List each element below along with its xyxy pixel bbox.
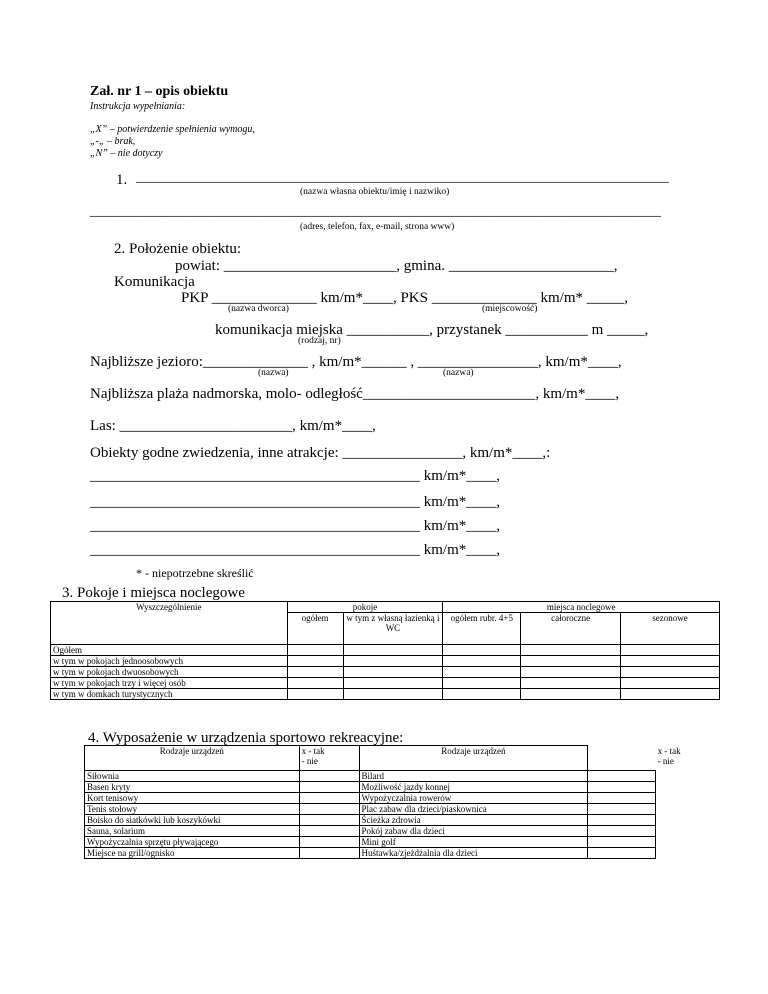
col-rodzaje-right: Rodzaje urządzeń bbox=[359, 746, 588, 771]
check-cell[interactable] bbox=[588, 782, 656, 793]
rooms-table bbox=[50, 601, 720, 700]
pkp-pks-field[interactable]: PKP ______________ km/m*____, PKS ______________ km/m* _____, bbox=[181, 290, 628, 306]
check-cell[interactable] bbox=[588, 793, 656, 804]
attraction-line[interactable]: ____________________________________________ km/m*____, bbox=[90, 542, 501, 558]
table-row bbox=[51, 689, 720, 700]
table-row bbox=[51, 645, 720, 656]
table-row bbox=[51, 656, 720, 667]
object-name-caption: (nazwa własna obiektu/imię i nazwiko) bbox=[300, 187, 450, 197]
jezioro-caption: (nazwa) bbox=[258, 368, 289, 378]
spacer-cell bbox=[656, 782, 720, 793]
row-label: w tym w pokojach dwuosobowych bbox=[51, 667, 288, 678]
attraction-line[interactable]: ____________________________________________ km/m*____, bbox=[90, 518, 501, 534]
table-row bbox=[85, 771, 720, 782]
spacer-cell bbox=[656, 826, 720, 837]
nie-label: - nie bbox=[301, 756, 318, 766]
input-cell[interactable] bbox=[343, 689, 443, 700]
spacer-cell bbox=[588, 746, 656, 771]
equipment-label: Mini golf bbox=[359, 837, 588, 848]
komunikacja-miejska-field[interactable]: komunikacja miejska ___________, przystanek ___________ m _____, bbox=[215, 322, 649, 338]
input-cell[interactable] bbox=[343, 656, 443, 667]
input-cell[interactable] bbox=[521, 689, 621, 700]
check-cell[interactable] bbox=[299, 815, 359, 826]
col-rodzaje-left: Rodzaje urządzeń bbox=[85, 746, 300, 771]
input-cell[interactable] bbox=[521, 645, 621, 656]
check-cell[interactable] bbox=[588, 771, 656, 782]
pks-caption: (miejscowość) bbox=[482, 304, 538, 314]
col-miejsca: miejsca noclegowe bbox=[443, 602, 720, 613]
col-tak-nie-right bbox=[656, 746, 720, 771]
check-cell[interactable] bbox=[299, 804, 359, 815]
check-cell[interactable] bbox=[588, 815, 656, 826]
equipment-label: Wypożyczalnia sprzętu pływającego bbox=[85, 837, 300, 848]
equipment-label: Plac zabaw dla dzieci/piaskownica bbox=[359, 804, 588, 815]
las-field[interactable]: Las: _______________________, km/m*____, bbox=[90, 418, 376, 434]
nie-label: - nie bbox=[657, 755, 674, 766]
table-row bbox=[51, 667, 720, 678]
check-cell[interactable] bbox=[299, 837, 359, 848]
pkp-caption: (nazwa dworca) bbox=[228, 304, 289, 314]
input-cell[interactable] bbox=[343, 667, 443, 678]
input-cell[interactable] bbox=[443, 645, 521, 656]
miejska-caption: (rodzaj, nr) bbox=[298, 336, 341, 346]
table-row bbox=[51, 678, 720, 689]
document-title: Zał. nr 1 – opis obiektu bbox=[90, 84, 229, 99]
input-cell[interactable] bbox=[443, 667, 521, 678]
legend-item: „-„ – brak, bbox=[90, 136, 136, 147]
spacer-cell bbox=[656, 804, 720, 815]
check-cell[interactable] bbox=[588, 837, 656, 848]
equipment-label: Basen kryty bbox=[85, 782, 300, 793]
section4-heading: 4. Wyposażenie w urządzenia sportowo rekreacyjne: bbox=[88, 730, 404, 746]
equipment-label: Huśtawka/zjeżdżalnia dla dzieci bbox=[359, 848, 588, 859]
col-pokoje: pokoje bbox=[287, 602, 443, 613]
input-cell[interactable] bbox=[343, 678, 443, 689]
equipment-label: Wypożyczalnia rowerów bbox=[359, 793, 588, 804]
powiat-gmina-field[interactable]: powiat: _______________________, gmina. ______________________, bbox=[175, 258, 618, 274]
input-cell[interactable] bbox=[621, 689, 720, 700]
col-caloroczne: całoroczne bbox=[521, 613, 621, 645]
input-cell[interactable] bbox=[443, 678, 521, 689]
spacer-cell bbox=[656, 815, 720, 826]
input-cell[interactable] bbox=[343, 645, 443, 656]
attraction-line[interactable]: ____________________________________________ km/m*____, bbox=[90, 468, 501, 484]
check-cell[interactable] bbox=[588, 848, 656, 859]
equipment-label: Bilard bbox=[359, 771, 588, 782]
jezioro-caption: (nazwa) bbox=[443, 368, 474, 378]
table-row bbox=[85, 793, 720, 804]
table-row bbox=[85, 782, 720, 793]
check-cell[interactable] bbox=[588, 826, 656, 837]
col-tak-nie-left bbox=[299, 746, 359, 771]
check-cell[interactable] bbox=[299, 771, 359, 782]
equipment-label: Kort tenisowy bbox=[85, 793, 300, 804]
col-ogolem: ogółem bbox=[287, 613, 343, 645]
input-cell[interactable] bbox=[287, 689, 343, 700]
table-row bbox=[85, 837, 720, 848]
check-cell[interactable] bbox=[299, 826, 359, 837]
tak-label: x - tak bbox=[657, 745, 681, 756]
komunikacja-label: Komunikacja bbox=[114, 274, 195, 290]
col-lazienka: w tym z własną łazienką i WC bbox=[343, 613, 443, 645]
row-label: w tym w pokojach trzy i więcej osób bbox=[51, 678, 288, 689]
table-row bbox=[85, 826, 720, 837]
equipment-label: Ścieżka zdrowia bbox=[359, 815, 588, 826]
check-cell[interactable] bbox=[299, 848, 359, 859]
legend-item: „X” – potwierdzenie spełnienia wymogu, bbox=[90, 124, 255, 135]
address-field[interactable]: _________________________________________________________________________________ bbox=[90, 204, 662, 219]
spacer-cell bbox=[656, 771, 720, 782]
input-cell[interactable] bbox=[521, 656, 621, 667]
equipment-label: Siłownia bbox=[85, 771, 300, 782]
plaza-field[interactable]: Najbliższa plaża nadmorska, molo- odległość_______________________, km/m*____, bbox=[90, 386, 620, 402]
check-cell[interactable] bbox=[299, 793, 359, 804]
input-cell[interactable] bbox=[287, 645, 343, 656]
jezioro-field[interactable]: Najbliższe jezioro:______________ , km/m*______ , ________________, km/m*____, bbox=[90, 354, 622, 370]
col-ogolem-rubr: ogółem rubr. 4+5 bbox=[443, 613, 521, 645]
input-cell[interactable] bbox=[287, 667, 343, 678]
instruction-label: Instrukcja wypełniania: bbox=[90, 101, 186, 112]
input-cell[interactable] bbox=[443, 689, 521, 700]
input-cell[interactable] bbox=[287, 678, 343, 689]
table-row bbox=[85, 815, 720, 826]
input-cell[interactable] bbox=[621, 656, 720, 667]
attraction-line[interactable]: ____________________________________________ km/m*____, bbox=[90, 494, 501, 510]
section2-heading: 2. Położenie obiektu: bbox=[114, 241, 242, 257]
equipment-label: Boisko do siatkówki lub koszykówki bbox=[85, 815, 300, 826]
input-cell[interactable] bbox=[521, 667, 621, 678]
section3-heading: 3. Pokoje i miejsca noclegowe bbox=[62, 585, 245, 601]
obiekty-field[interactable]: Obiekty godne zwiedzenia, inne atrakcje: ________________, km/m*____,: bbox=[90, 445, 551, 461]
object-name-field[interactable]: __________________________________________________________________________ bbox=[136, 170, 669, 185]
input-cell[interactable] bbox=[621, 667, 720, 678]
check-cell[interactable] bbox=[588, 804, 656, 815]
check-cell[interactable] bbox=[299, 782, 359, 793]
footnote: * - niepotrzebne skreślić bbox=[136, 566, 254, 580]
section1-number: 1. bbox=[116, 172, 128, 188]
table-row bbox=[85, 848, 720, 859]
equipment-label: Tenis stołowy bbox=[85, 804, 300, 815]
input-cell[interactable] bbox=[621, 645, 720, 656]
row-label: w tym w pokojach jednoosobowych bbox=[51, 656, 288, 667]
address-caption: (adres, telefon, fax, e-mail, strona www) bbox=[300, 222, 455, 232]
equipment-table bbox=[84, 745, 720, 859]
input-cell[interactable] bbox=[287, 656, 343, 667]
col-wyszczegolnienie: Wyszczególnienie bbox=[51, 602, 288, 645]
spacer-cell bbox=[656, 848, 720, 859]
input-cell[interactable] bbox=[443, 656, 521, 667]
tak-label: x - tak bbox=[301, 746, 325, 756]
row-label: Ogółem bbox=[51, 645, 288, 656]
spacer-cell bbox=[656, 793, 720, 804]
legend-item: „N” – nie dotyczy bbox=[90, 148, 163, 159]
row-label: w tym w domkach turystycznych bbox=[51, 689, 288, 700]
input-cell[interactable] bbox=[521, 678, 621, 689]
equipment-label: Pokój zabaw dla dzieci bbox=[359, 826, 588, 837]
col-sezonowe: sezonowe bbox=[621, 613, 720, 645]
table-row bbox=[85, 804, 720, 815]
input-cell[interactable] bbox=[621, 678, 720, 689]
equipment-label: Miejsce na grill/ognisko bbox=[85, 848, 300, 859]
equipment-label: Sauna, solarium bbox=[85, 826, 300, 837]
spacer-cell bbox=[656, 837, 720, 848]
equipment-label: Możliwość jazdy konnej bbox=[359, 782, 588, 793]
